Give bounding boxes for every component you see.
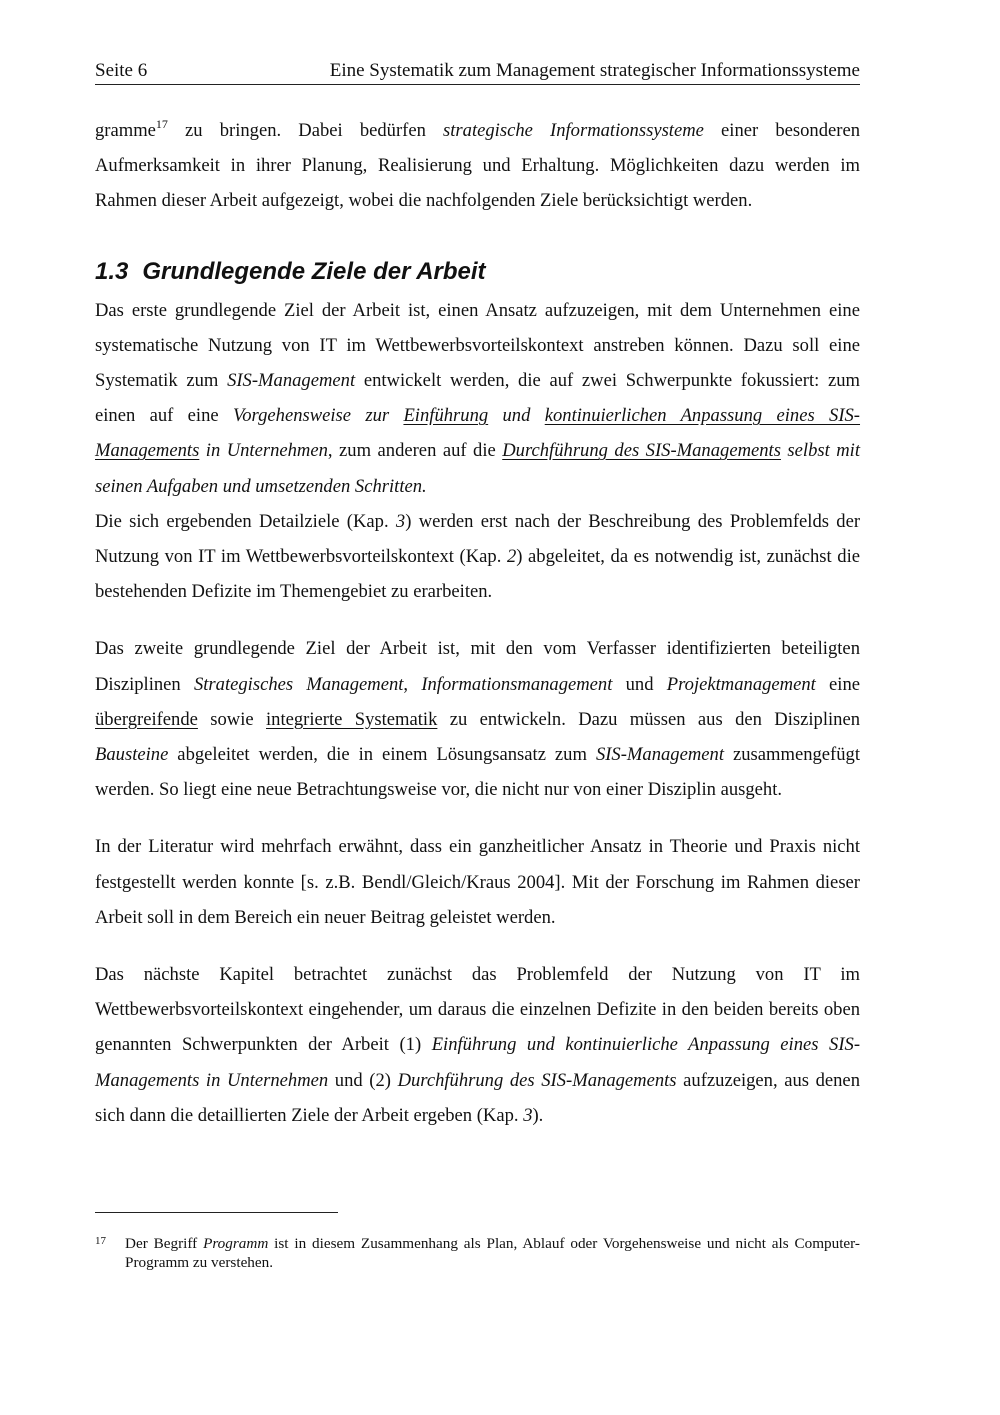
section-title: Grundlegende Ziele der Arbeit (142, 257, 486, 285)
page-header (95, 58, 860, 84)
footnote (95, 1234, 860, 1272)
running-title: Eine Systematik zum Management strategischer Informationssysteme (329, 60, 860, 81)
paragraph-literature: In der Literatur wird mehrfach erwähnt, dass ein ganzheitlicher Ansatz in Theorie und Praxis nicht festgestellt werden konnte [s. z.B. Bendl/Gleich/Kraus 2004]. Mit der Forschung im Rahmen dieser Arbeit soll in dem Bereich ein neuer Beitrag geleistet werden. (95, 836, 860, 928)
footnote-separator (95, 1212, 338, 1213)
footnote-reference: 17 (155, 117, 168, 131)
section-number: 1.3 (95, 257, 129, 285)
paragraph-first-goal: Das erste grundlegende Ziel der Arbeit ist, einen Ansatz aufzuzeigen, mit dem Unternehmen eine systematische Nutzung von IT im Wettbewerbsvorteilskontext anstreben können. Dazu soll eine Systematik zum SIS-Management entwickelt werden, die auf zwei Schwerpunkte fokussiert: zum einen auf eine Vorgehensweise zur Einführung und kontinuierlichen Anpassung eines SIS-Managements in Unternehmen, zum anderen auf die Durchführung des SIS-Managements selbst mit seinen Aufgaben und umsetzenden Schritten. Die sich ergebenden Detailziele (Kap. 3) werden erst nach der Beschreibung des Problemfelds der Nutzung von IT im Wettbewerbsvorteilskontext (Kap. 2) abgeleitet, da es notwendig ist, zunächst die bestehenden Defizite im Themengebiet zu erarbeiten. (95, 299, 861, 603)
paragraph-second-goal: Das zweite grundlegende Ziel der Arbeit ist, mit den vom Verfasser identifizierten beteiligten Disziplinen Strategisches Management, Informationsmanagement und Projektmanagement eine übergreifende sowie integrierte Systematik zu entwickeln. Dazu müssen aus den Disziplinen Bausteine abgeleitet werden, die in einem Lösungsansatz zum SIS-Management zusammengefügt werden. So liegt eine neue Betrachtungsweise vor, die nicht nur von einer Disziplin ausgeht. (95, 638, 861, 801)
intro-paragraph: gramme$^{17}$ zu bringen. Dabei bedürfen strategische Informationssysteme einer besonderen Aufmerksamkeit in ihrer Planung, Realisierung und Erhaltung. Möglichkeiten dazu werden im Rahmen dieser Arbeit aufgezeigt, wobei die nachfolgenden Ziele berücksichtigt werden. (95, 117, 861, 212)
section-heading (95, 257, 860, 287)
paragraph-next-chapter: Das nächste Kapitel betrachtet zunächst das Problemfeld der Nutzung von IT im Wettbewerbsvorteilskontext eingehender, um daraus die einzelnen Defizite in den beiden bereits oben genannten Schwerpunkten der Arbeit (1) Einführung und kontinuierliche Anpassung eines SIS-Managements in Unternehmen und (2) Durchführung des SIS-Managements aufzuzeigen, aus denen sich dann die detaillierten Ziele der Arbeit ergeben (Kap. 3). (95, 964, 861, 1126)
footnote-mark: 17 (95, 1235, 106, 1247)
page-number: Seite 6 (95, 60, 148, 81)
footnote-text: Der Begriff Programm ist in diesem Zusammenhang als Plan, Ablauf oder Vorgehensweise und nicht als Computer-Programm zu verstehen. (125, 1235, 860, 1271)
page-body (95, 113, 860, 1133)
header-rule (95, 84, 860, 85)
